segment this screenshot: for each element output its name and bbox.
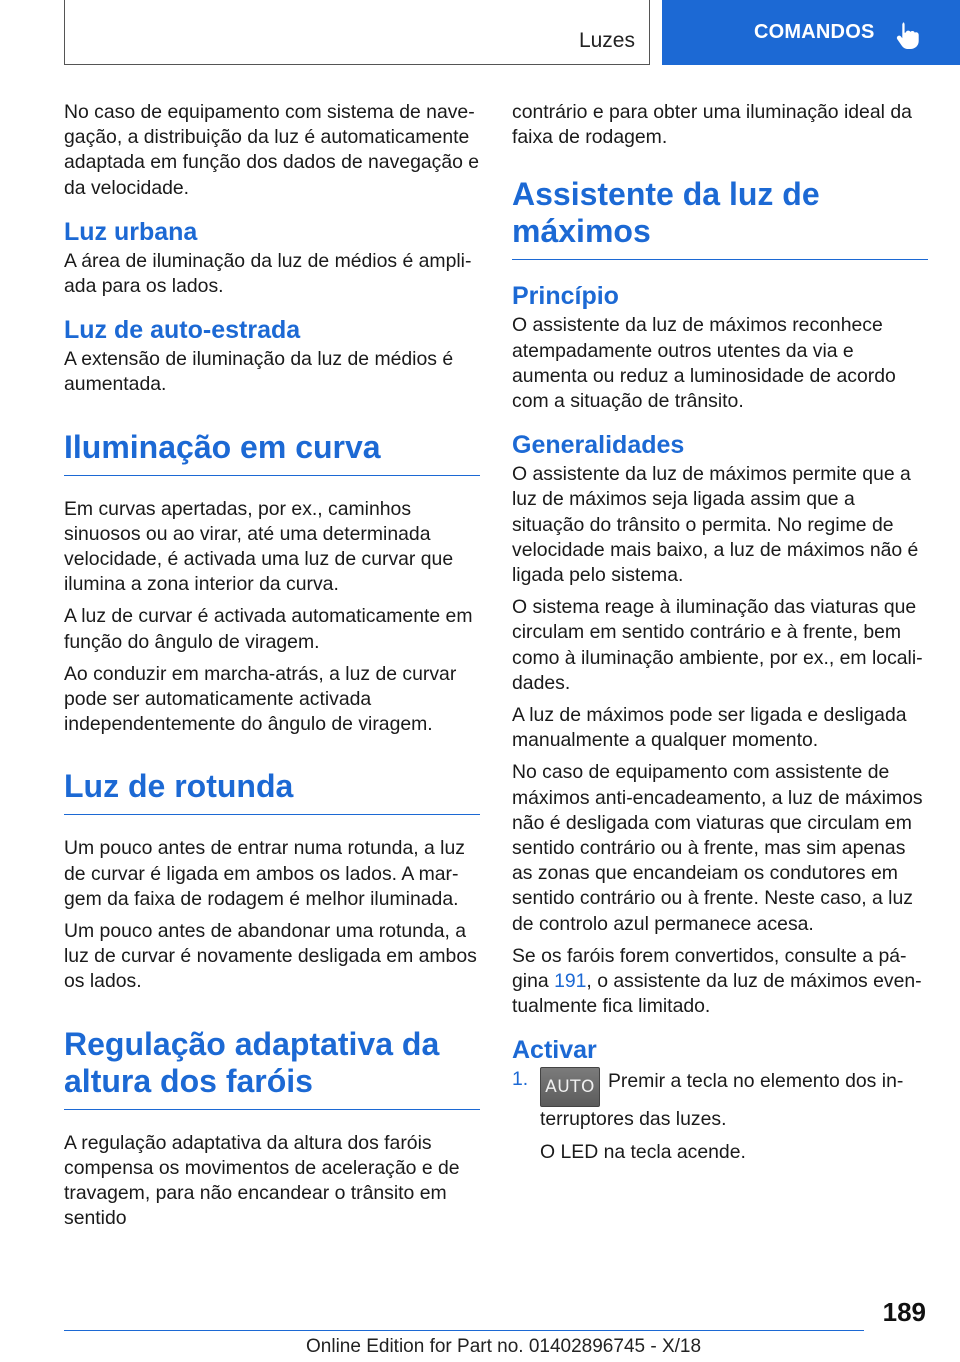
auto-button-icon: AUTO (540, 1067, 600, 1107)
paragraph-principio: O assistente da luz de máximos reconhece atempadamente outros utentes da via e aumenta ou reduz a luminosidade de acordo com a situação de trânsito. (512, 314, 896, 413)
heading-activar: Activar (512, 1036, 597, 1065)
paragraph-generalidades-1: O assistente da luz de máximos permite que a luz de máximos seja ligada assim que a situação do trânsito o permita. No regime de velocidade mais baixo, a luz de máximos não é ligada pelo sistema. (512, 463, 919, 587)
paragraph-generalidades-4: No caso de equipamento com assistente de máximos anti-encadeamento, a luz de máximos não é desligada com viaturas que circulam em sentido contrário ou à frente, mas sim apenas as zonas que encandeiam os condutores em sentido contrário ou à frente. Neste caso, a luz de controlo azul permanece acesa. (512, 761, 923, 935)
left-column (64, 100, 480, 1238)
chapter-tab (662, 0, 960, 65)
footer-edition: Online Edition for Part no. 01402896745 - X/18 (306, 1336, 702, 1357)
text-fragment: Se os faróis forem convertidos, consulte a página (512, 944, 907, 993)
text-fragment: , o assistente da luz de máximos eventualmente fica limitado. (512, 970, 922, 1018)
heading-principio: Princípio (512, 282, 619, 311)
heading-luz-auto-estrada: Luz de auto-estrada (64, 316, 301, 345)
heading-assistente-maximos: Assistente da luz de máximos (512, 176, 928, 260)
paragraph-luz-urbana: A área de iluminação da luz de médios é ampliada para os lados. (64, 249, 472, 298)
section-box (64, 0, 650, 65)
heading-generalidades: Generalidades (512, 431, 685, 460)
heading-luz-rotunda: Luz de rotunda (64, 768, 480, 815)
paragraph-curva-2: A luz de curvar é activada automaticamente em função do ângulo de viragem. (64, 605, 473, 653)
paragraph-regulacao: A regulação adaptativa da altura dos faróis compensa os movimentos de aceleração e de travagem, para não encandear o trânsito em sentido (64, 1131, 460, 1230)
page-number: 189 (882, 1297, 926, 1327)
page-reference-link[interactable]: 191 (554, 970, 587, 993)
heading-luz-urbana: Luz urbana (64, 217, 198, 246)
paragraph-generalidades-2: O sistema reage à iluminação das viaturas que circulam em sentido contrário e à frente, bem como à iluminação ambiente, por ex., em localidades. (512, 596, 923, 694)
intro-paragraph: No caso de equipamento com sistema de navegação, a distribuição da luz é automaticamente adaptada em função dos dados de navegação e da velocidade. (64, 101, 480, 199)
paragraph-generalidades-3: A luz de máximos pode ser ligada e desligada manualmente a qualquer momento. (512, 704, 907, 752)
heading-regulacao-adaptativa: Regulação adaptativa da altura dos faróis (64, 1026, 480, 1110)
step-1 (512, 1067, 928, 1132)
section-title: Luzes (578, 29, 635, 52)
continuation-paragraph: contrário e para obter uma iluminação ideal da faixa de rodagem. (512, 101, 912, 149)
footer-divider (64, 1330, 864, 1331)
paragraph-generalidades-5 (512, 944, 928, 1020)
step-text: Premir a tecla no elemento dos interruptores das luzes. (540, 1070, 904, 1131)
step-result: O LED na tecla acende. (540, 1140, 746, 1163)
right-column (512, 100, 928, 1165)
heading-iluminacao-curva: Iluminação em curva (64, 429, 480, 476)
step-number: 1. (512, 1068, 529, 1091)
pointing-hand-icon (895, 20, 921, 50)
paragraph-curva-1: Em curvas apertadas, por ex., caminhos sinuosos ou ao virar, até uma determinada velocidade, é activada uma luz de curvar que ilumina a zona interior da curva. (64, 497, 454, 596)
paragraph-rotunda-2: Um pouco antes de abandonar uma rotunda, a luz de curvar é novamente desligada em ambos os lados. (64, 920, 477, 993)
page-header (0, 0, 960, 66)
paragraph-luz-auto-estrada: A extensão de iluminação da luz de médios é aumentada. (64, 348, 454, 396)
paragraph-curva-3: Ao conduzir em marcha-atrás, a luz de curvar pode ser automaticamente activada independentemente do ângulo de viragem. (64, 662, 457, 736)
paragraph-rotunda-1: Um pouco antes de entrar numa rotunda, a luz de curvar é ligada em ambos os lados. A margem da faixa de rodagem é melhor iluminada. (64, 837, 465, 910)
chapter-title: COMANDOS (754, 21, 875, 43)
